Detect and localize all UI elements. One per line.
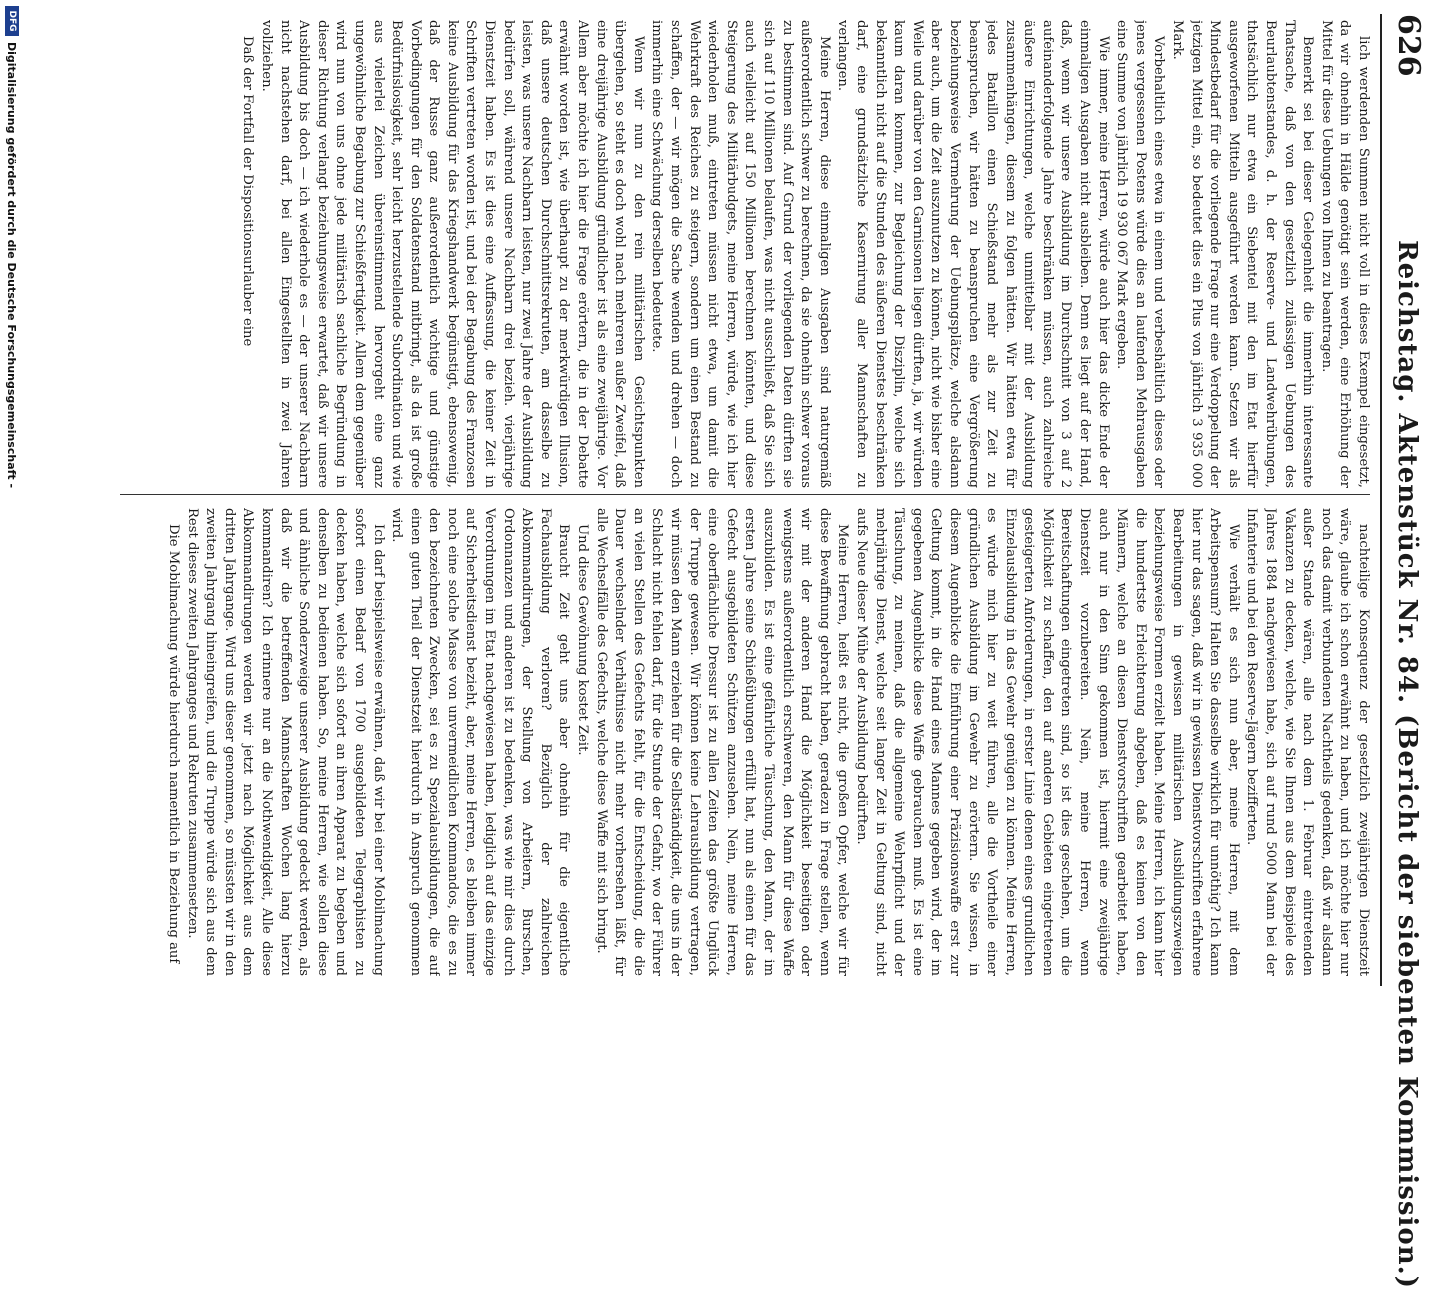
paragraph: Und diese Gewöhnung kostet Zeit. [575,524,591,756]
header-rule [1380,14,1382,986]
paragraph: Wie verhält es sich nun aber, meine Herren, mit dem Arbeitspensum? Halten Sie dasselbe wirklich für unnöthig? Ich kann hier nur das sagen, daß wir in gewissen Dienstvorschriften erfahrene Bearbeitungen in gewissen militärischen Ausbildungszweigen beziehungsweise Formen erzielt haben. Meine Herren, ich kann hier die hundertste Erleichterung abgeben, daß es keinen von den Männern, welche an diesen Dienstvorschriften gearbeitet haben, auch nur in den Sinn gekommen ist, hiermit eine zweijährige Dienstzeit vorzubereiten. Nein, meine Herren, wenn Bereitschaftungen eingetreten sind, so ist dies geschehen, um die Möglichkeit zu schaffen, den auf anderen Gebieten eingetretenen gesteigerten Anforderungen, in erster Linie denen eines grundlichen Einzelausbildung in das Gewehr genügen zu können. Meine Herren, es würde mich hier zu weit führen, alle die Vortheile einer gründlichen Ausbildung im Gewehr zu erörtern. Sie wissen, in diesem Augenblicke die Einführung einer Präzisionswaffe erst zur Geltung kommt, in die Hand eines Mannes gegeben wird, der im gegebenen Augenblicke diese Waffe gebrauchen muß. Es ist eine Täuschung, zu meinen, daß die allgemeine Wehrpflicht und der mehrjährige Dienst, welche seit langer Zeit in Geltung sind, nicht aufs Neue dieser Mühe der Ausbildung bedürften. [853,508,1241,976]
text-column-right [112,508,1372,976]
paragraph: Vorbehaltlich eines etwa in einem und verbeshältlich dieses oder jenes vergessenen Postens würde dies an laufenden Mehrausgaben eine Summe von jährlich 19 930 067 Mark ergeben. [1114,20,1167,488]
paragraph: Meine Herren, heißt es nicht, die großen Opfer, welche wir für diese Bewaffnung gebracht haben, geradezu in Frage stellen, wenn wir mit der anderen Hand die Möglichkeit beseitigen oder wenigstens außerordentlich erschweren, den Mann für diese Waffe auszubilden. Es ist eine gefährliche Täuschung, den Mann, der im ersten Jahre seine Schießübungen erfüllt hat, nun als einen für das Gefecht ausgebildeten Schützen anzusehen. Nein, meine Herren, eine oberflächliche Dressur ist zu allen Zeiten das größte Unglück der Truppe gewesen. Wir können keine Lehrausbildung vertragen, wir müssen den Mann erziehen für die Selbständigkeit, die uns in der Schlacht nicht fehlen darf, für die Stunde der Gefahr, wo der Führer an vielen Stellen des Gefechts fehlt, für die Entscheidung, die die Dauer wechselnder Verhältnisse nicht mehr vorhersehen läßt, für alle Wechselfälle des Gefechts, welche diese Waffe mit sich bringt. [593,508,851,976]
paragraph: Daß der Fortfall der Dispositionsurlauber eine [240,36,256,347]
digitization-credit [0,0,24,1000]
text-column-left [112,20,1372,488]
running-head: Reichstag. Aktenstück Nr. 84. (Bericht der siebenten Kommission.) [1392,240,1422,1289]
paragraph: nachteilige Konsequenz der gesetzlich zweijährigen Dienstzeit wäre, glaube ich schon erwähnt zu haben, und ich möchte hier nur noch das damit verbundenen Nachtheils gedenken, daß wir alsdann außer Stande wären, alle nach dem 1. Februar eintretenden Vakanzen zu decken, welche, wie Sie Ihnen aus dem Beispiele des Jahres 1884 nachgewiesen habe, sich auf rund 5000 Mann bei der Infanterie und bei den Reserve-Jägern bezifferten. [1244,508,1371,976]
paragraph: lich werdenden Summen nicht voll in dieses Exempel eingesetzt, da wir ohnehin in Hälde genötigt sein werden, eine Erhöhung der Mittel für diese Uebungen von Ihnen zu beantragen. [1318,20,1371,488]
paragraph: Wenn wir nun zu den rein militärischen Gesichtspunkten übergehen, so steht es doch wohl nach mehreren außer Zweifel, daß eine dreijährige Ausbildung gründlicher ist als eine zweijährige. Vor Allem aber möchte ich hier die Frage erörtern, die in der Debatte erwähnt worden ist, wie überhaupt zu der merkwürdigen Illusion, daß unsere deutschen Durchschnittsrekruten, am dasselbe zu leisten, was unsere Nachbarn leisten, nur zwei Jahre der Ausbildung bedürfen soll, während unsere Nachbarn drei bezieh. vierjährige Dienstzeit haben. Es ist dies eine Auffassung, die keiner Zeit in Schriften vertreten worden ist, und bei der Begabung des Franzosen keine Ausbildung für das Kriegshandwerk begünstigt, ebensowenig, daß der Russe ganz außerordentlich wichtige und günstige Vorbedingungen für den Soldatenstand mitbringt, als da ist große Bedürfnislosigkeit, sehr leicht herzustellende Subordination und wie aus vielerlei Zeichen übereinstimmend hervorgeht eine ganz ungewöhnliche Begabung zur Schießfertigkeit. Allem dem gegenüber wird nun von uns ohne jede militärisch sachliche Begründung in dieser Richtung verlangt beziehungsweise erwartet, daß wir unsere Ausbildung bis doch — ich wiederhole es — der unserer Nachbarn nicht nachstehen darf, bei allen Eingestellten in zwei Jahren vollziehen. [258,20,646,488]
paragraph: Die Mobilmachung würde hierdurch namentlich in Beziehung auf [166,524,181,964]
digitization-note: Digitalisierung gefördert durch die Deutsche Forschungsgemeinschaft - [5,42,19,489]
paragraph: Ich darf beispielsweise erwähnen, daß wir bei einer Mobilmachung sofort einen Bedarf von 1700 ausgebildeten Telegraphisten zu decken haben, welche sich sofort an ihren Apparat zu begeben und denselben zu bedienen haben. So, meine Herren, wie sollen diese und ähnliche Sonderzweige unserer Ausbildung gedeckt werden, als daß wir die betreffenden Mannschaften Wochen lang hierzu kommandiren? Ich erinnere nur an die Nothwendigkeit, Alle diese Abkommandirungen werden wir jetzt nach Möglichkeit aus dem dritten Jahrgange. Wird uns dieser genommen, so müssten wir in den zweiten Jahrgang hineingreifen, und die Truppe würde sich aus dem Rest dieses zweiten Jahrganges und Rekruten zusammensetzen. [184,508,386,976]
page-number: 626 [1391,14,1426,77]
dfg-logo: DFG [5,6,19,36]
column-divider [120,494,1370,495]
paragraph: Meine Herren, diese einmaligen Ausgaben sind naturgemäß außerordentlich schwer zu berechnen, da sie ohnehin schwer voraus zu bestimmen sind. Auf Grund der vorliegenden Daten dürften sie sich auf 110 Millionen belaufen, was nicht ausschließt, daß Sie sich auch vielleicht auf 150 Millionen berechnen könnten, und diese Steigerung des Militärbudgets, meine Herren, würde, wie ich hier wiederholen muß, eintreten müssen nicht etwa, um damit die Wehrkraft des Reiches zu steigern, sondern um einen Bestand zu schaffen, der — wir mögen die Sache wenden und drehen — doch immerhin eine Schwächung derselben bedeutete. [649,20,832,488]
page-header [1380,0,1432,1289]
paragraph: Braucht Zeit geht uns aber ohnehin für die eigentliche Fachausbildung verloren? Bezüglich der zahlreichen Abkommandirungen, der Stellung von Arbeitern, Burschen, Ordonnanzen und anderen ist zu bedenken, was wie mir dies durch Verordnungen im Etat nachgewiesen haben, lediglich auf das einzige auf Sicherheitsdienst bezieht, aber, meine Herren, es bleiben immer noch eine solche Masse von unvermeidlichen Kommandos, die es zu den bezeichneten Zwecken, sei es zu Spezialausbildungen, die auf einen guten Theil der Dienstzeit hierdurch in Anspruch genommen wird. [389,508,572,976]
paragraph: Bemerkt sei bei dieser Gelegenheit die immerhin interessante Thatsache, daß von den gesetzlich zulässigen Uebungen des Beurlaubtenstandes, d. h. der Reserve- und Landwehrübungen, thatsächlich nur etwa ein Siebentel mit den im Etat hierfür ausgeworfenen Mitteln ausgeführt werden kann. Setzen wir als Mindestbedarf für die vorliegende Frage nur eine Verdoppelung der jetzigen Mittel ein, so bedeutet dies ein Plus von jährlich 3 935 000 Mark. [1170,20,1316,488]
paragraph: Wie immer, meine Herren, würde auch hier das dicke Ende der einmaligen Ausgaben nicht ausbleiben. Denn es liegt auf der Hand, daß, wenn wir unsere Ausbildung im Durchschnitt von 3 auf 2 aufeinanderfolgende Jahre beschränken müssen, auch zahlreiche äußere Einrichtungen, welche unmittelbar mit der Ausbildung zusammenhängen, diesem zu folgen hätten. Wir hätten etwa für jedes Bataillon einen Schießstand mehr als zur Zeit zu beanspruchen, wir hätten zu beanspruchen eine Vergrößerung beziehungsweise Vermehrung der Uebungsplätze, welche alsdann aber auch, um die Zeit auszunutzen zu können, nicht wie bisher eine Weile und darüber von den Garnisonen liegen dürften, ja, wir würden kaum daran kommen, zur Begleichung der Disziplin, welche sich bekanntlich nicht auf die Stunden des äußeren Dienstes beschränken darf, eine grundsätzliche Kasernirung aller Mannschaften zu verlangen. [835,20,1111,488]
